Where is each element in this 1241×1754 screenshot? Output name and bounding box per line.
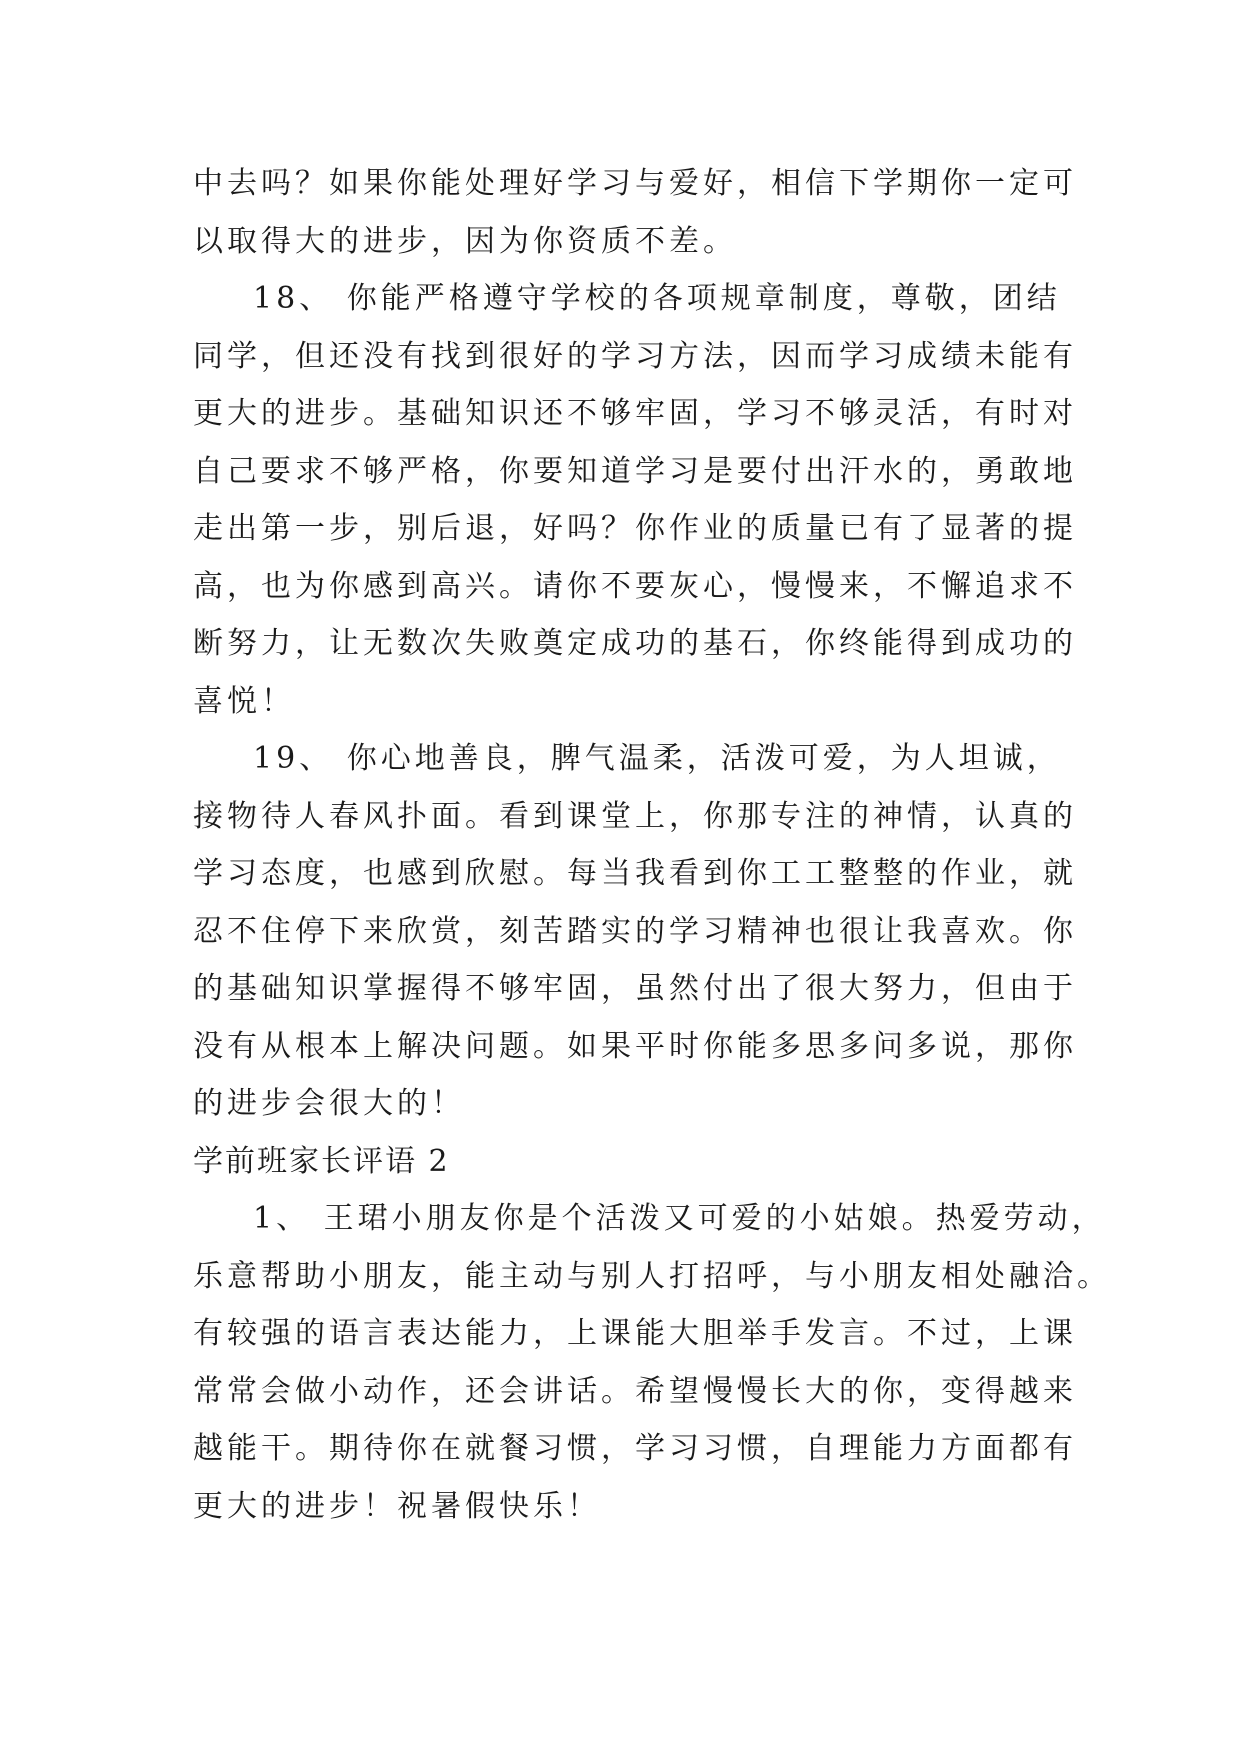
text-line: 忍不住停下来欣赏，刻苦踏实的学习精神也很让我喜欢。你	[193, 913, 1077, 949]
text-line: 更大的进步。基础知识还不够牢固，学习不够灵活，有时对	[193, 396, 1077, 431]
text-line: 乐意帮助小朋友，能主动与别人打招呼，与小朋友相处融洽。	[193, 1258, 1111, 1294]
text-line: 越能干。期待你在就餐习惯，学习习惯，自理能力方面都有	[193, 1431, 1077, 1466]
text-line: 走出第一步，别后退，好吗？你作业的质量已有了显著的提	[193, 511, 1077, 546]
text-line: 有较强的语言表达能力，上课能大胆举手发言。不过，上课	[193, 1316, 1077, 1351]
text-line: 中去吗？如果你能处理好学习与爱好，相信下学期你一定可	[193, 166, 1077, 201]
text-line: 学习态度，也感到欣慰。每当我看到你工工整整的作业，就	[193, 856, 1077, 891]
text-line: 高，也为你感到高兴。请你不要灰心，慢慢来，不懈追求不	[193, 568, 1077, 604]
paragraph-18-start: 18、 你能严格遵守学校的各项规章制度，尊敬，团结	[253, 281, 1061, 316]
text-line: 同学，但还没有找到很好的学习方法，因而学习成绩未能有	[193, 338, 1077, 374]
text-line: 常常会做小动作，还会讲话。希望慢慢长大的你，变得越来	[193, 1373, 1077, 1409]
text-line: 更大的进步！祝暑假快乐！	[193, 1488, 601, 1524]
section-heading: 学前班家长评语 2	[193, 1143, 450, 1179]
text-line: 断努力，让无数次失败奠定成功的基石，你终能得到成功的	[193, 626, 1077, 661]
text-line: 自己要求不够严格，你要知道学习是要付出汗水的，勇敢地	[193, 453, 1077, 489]
text-line: 以取得大的进步，因为你资质不差。	[193, 223, 737, 259]
text-line: 没有从根本上解决问题。如果平时你能多思多问多说，那你	[193, 1028, 1077, 1064]
paragraph-19-start: 19、 你心地善良，脾气温柔，活泼可爱，为人坦诚，	[253, 741, 1061, 776]
paragraph-1-start: 1、 王珺小朋友你是个活泼又可爱的小姑娘。热爱劳动，	[253, 1201, 1106, 1236]
document-page	[193, 155, 1111, 1535]
text-line: 喜悦！	[193, 683, 295, 719]
text-line: 接物待人春风扑面。看到课堂上，你那专注的神情，认真的	[193, 798, 1077, 834]
text-line: 的基础知识掌握得不够牢固，虽然付出了很大努力，但由于	[193, 971, 1077, 1006]
text-line: 的进步会很大的！	[193, 1086, 465, 1121]
